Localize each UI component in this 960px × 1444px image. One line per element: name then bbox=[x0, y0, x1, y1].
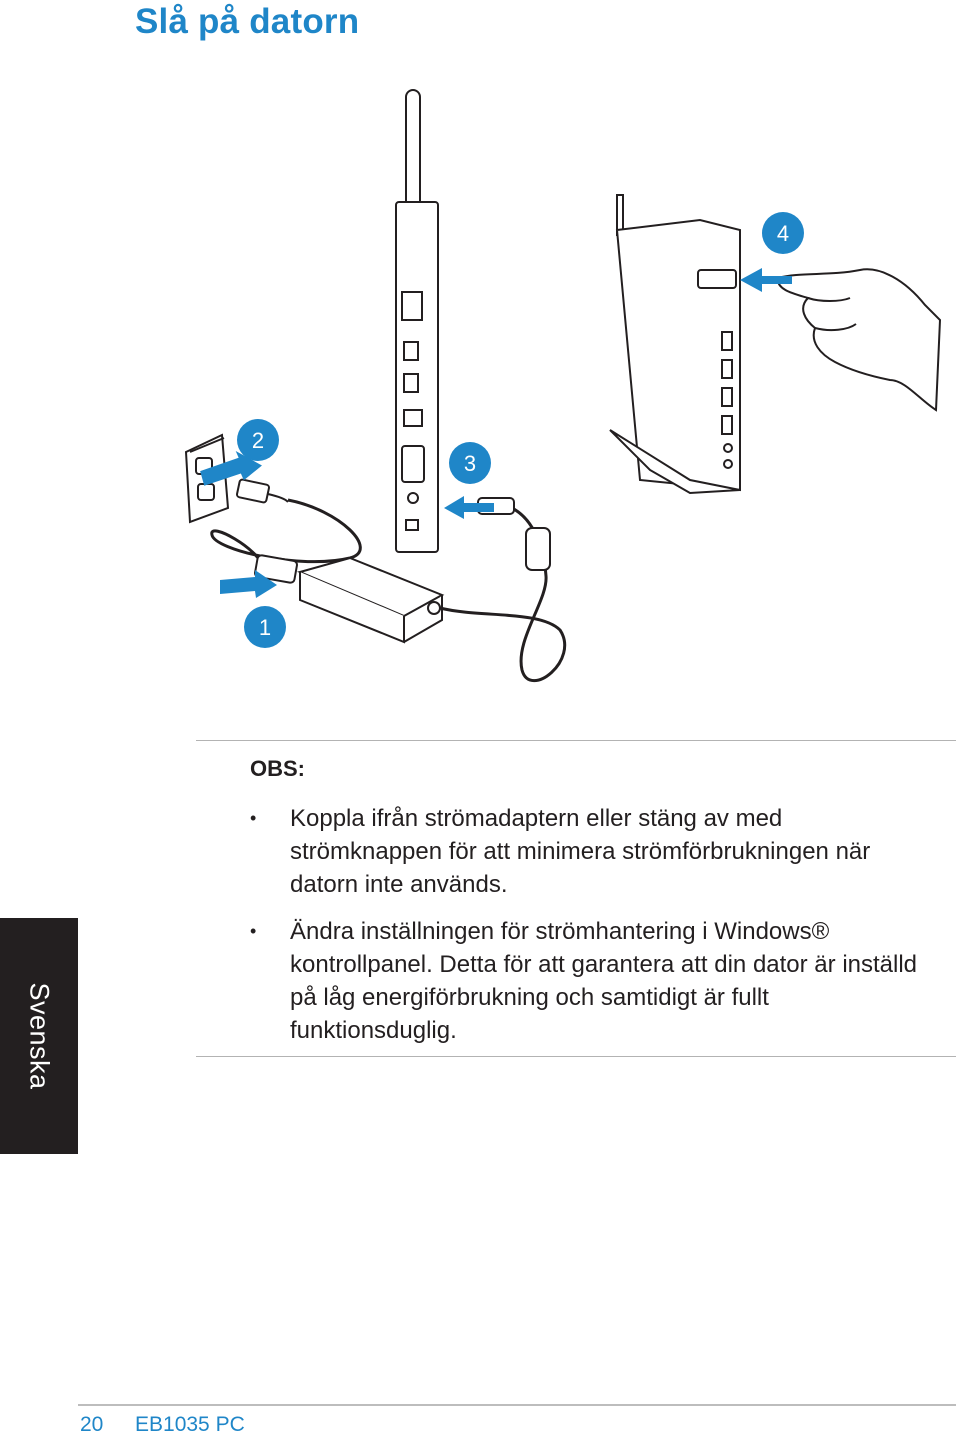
language-tab-label: Svenska bbox=[24, 982, 55, 1090]
setup-illustration bbox=[0, 80, 960, 710]
page-title: Slå på datorn bbox=[135, 2, 360, 41]
bullet: • bbox=[250, 921, 257, 941]
note-heading: OBS: bbox=[250, 756, 305, 781]
outlet-plug bbox=[236, 479, 288, 503]
language-tab bbox=[0, 918, 78, 1154]
step-badge-1 bbox=[244, 606, 286, 648]
footer-rule bbox=[78, 1404, 956, 1406]
ac-cord bbox=[212, 500, 361, 566]
note-item-1 bbox=[248, 802, 928, 901]
bullet: • bbox=[250, 808, 257, 828]
step-badge-3 bbox=[449, 442, 491, 484]
step-badge-2-label: 2 bbox=[251, 428, 265, 453]
step-badge-4-label: 4 bbox=[776, 221, 790, 246]
note-item-2-text: Ändra inställningen för strömhantering i Windows® kontrollpanel. Detta för att garantera att din dator är inställd på låg energiförbrukning och samtidigt är fullt funktionsduglig. bbox=[290, 918, 918, 1044]
power-adapter bbox=[300, 558, 442, 642]
product-name: EB1035 PC bbox=[135, 1413, 245, 1436]
note-list bbox=[248, 802, 928, 1061]
page-number: 20 bbox=[80, 1413, 104, 1436]
note-item-1-text: Koppla ifrån strömadaptern eller stäng av med strömknappen för att minimera strömförbrukningen när datorn inte används. bbox=[290, 805, 871, 898]
pc-rear-view bbox=[396, 90, 438, 552]
pc-front-view bbox=[610, 195, 740, 493]
step-badge-3-label: 3 bbox=[463, 451, 477, 476]
step-badge-2 bbox=[237, 419, 279, 461]
ferrite-bead bbox=[526, 528, 550, 570]
step-badge-4 bbox=[762, 212, 804, 254]
step-badge-1-label: 1 bbox=[258, 615, 272, 640]
note-bottom-rule bbox=[196, 1056, 956, 1057]
note-item-2 bbox=[248, 915, 928, 1047]
note-top-rule bbox=[196, 740, 956, 741]
hand-illustration bbox=[778, 269, 940, 410]
